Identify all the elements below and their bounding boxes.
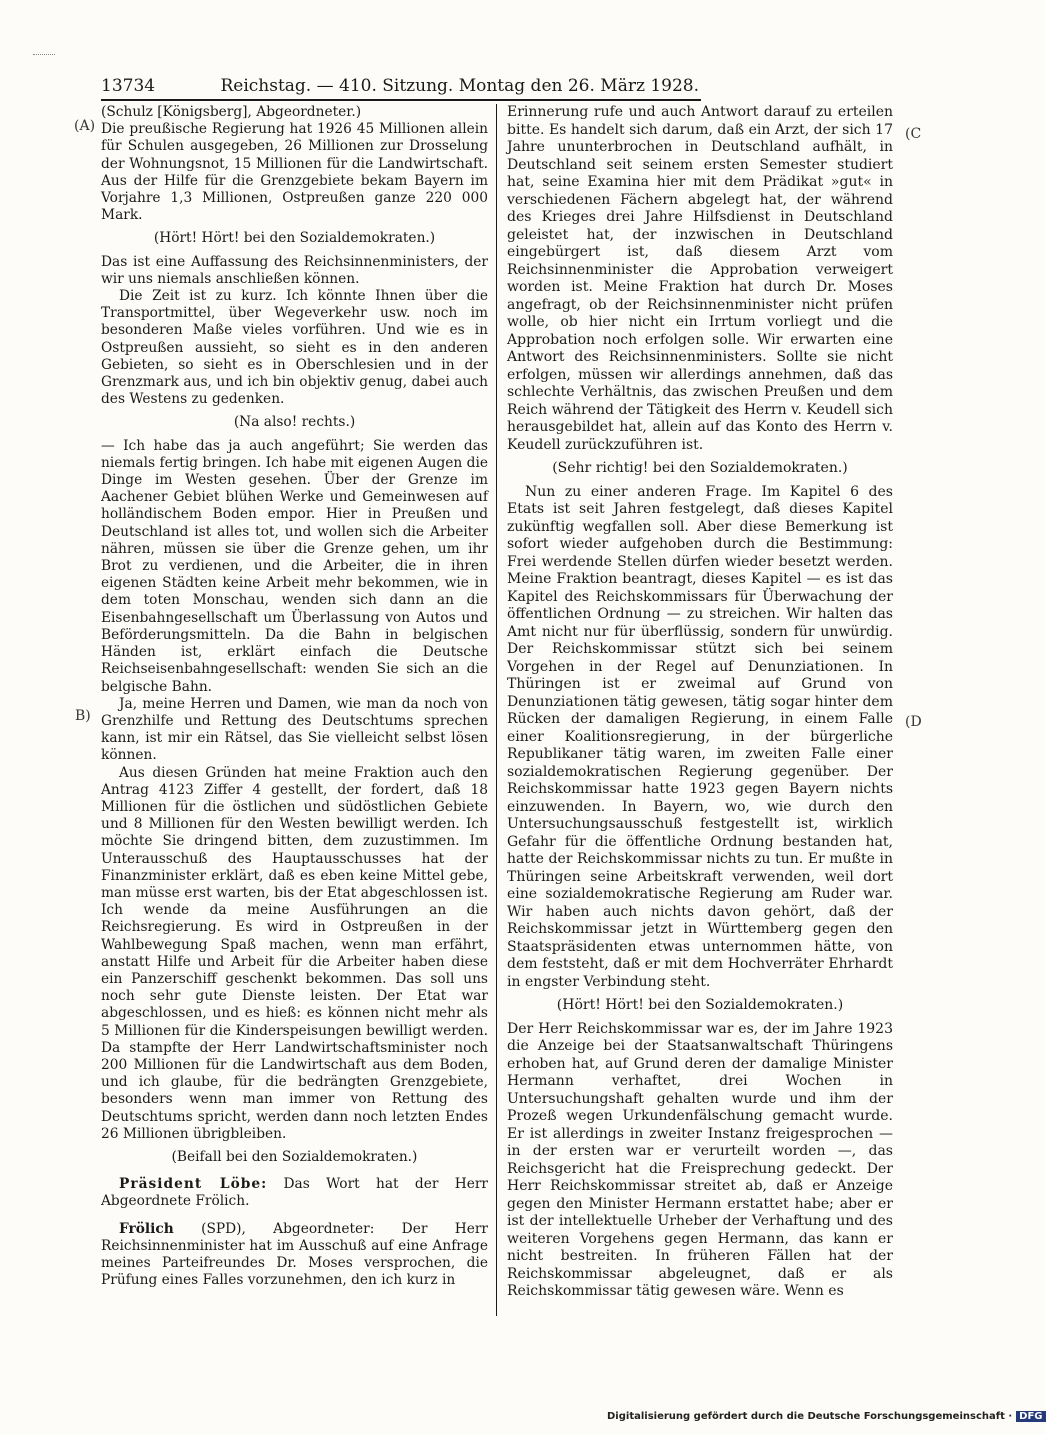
paragraph: Die Zeit ist zu kurz. Ich könnte Ihnen über die Transportmittel, über Wegeverkehr usw. noch im besonderen Maße vieles vorführen. Und wie es in Ostpreußen aussieht, so sieht es in den anderen Gebieten, so sieht es in Oberschlesien und in der Grenzmark aus, und ich bin objektiv genug, dabei auch des Westens zu gedenken. bbox=[101, 288, 488, 408]
froelich-paragraph bbox=[101, 1221, 488, 1290]
margin-mark-b: B) bbox=[75, 708, 91, 724]
column-rule bbox=[496, 104, 497, 1316]
margin-mark-a: (A) bbox=[74, 118, 96, 134]
paragraph: Der Herr Reichskommissar war es, der im Jahre 1923 die Anzeige bei der Staatsanwaltschaft Thüringens erhoben hat, auf Grund deren der damalige Minister Hermann verhaftet, drei Wochen in Untersuchungshaft gehalten wurde und ihm der Prozeß wegen Urkundenfälschung gemacht wurde. Er ist allerdings in zweiter Instanz freigesprochen — in der ersten war er verurteilt worden —, das Reichsgericht hat die Freisprechung gedeckt. Der Herr Reichskommissar streitet ab, daß er Anzeige gegen den Minister Hermann erstattet habe; aber er ist der intellektuelle Urheber der Verhaftung und des weiteren Vorgehens gegen Hermann, das kann er nicht bestreiten. In früheren Fällen hat der Reichskommissar abgeleugnet, daß er als Reichskommissar tätig gewesen wäre. Wenn es bbox=[507, 1020, 893, 1299]
paragraph: Erinnerung rufe und auch Antwort darauf zu erteilen bitte. Es handelt sich darum, daß ein Arzt, der sich 17 Jahre ununterbrochen in Deutschland aufhält, in Deutschland seit seinem ersten Semester studiert hat, seine Examina hier mit dem Prädikat »gut« in verschiedenen Fächern abgelegt hat, der während des Krieges drei Jahre Hilfsdienst in Deutschland geleistet hat, der inzwischen in Deutschland eingebürgert ist, daß diesem Arzt vom Reichsinnenminister die Approbation verweigert worden ist. Meine Fraktion hat durch Dr. Moses angefragt, ob der Reichsinnenminister nicht prüfen wolle, ob hier nicht ein Irrtum vorliegt und die Approbation noch erfolgen solle. Wir erwarten eine Antwort des Reichsinnenministers. Sollte sie nicht erfolgen, müssen wir allerdings annehmen, daß das schlechte Verhältnis, das zwischen Preußen und dem Reich während der Tätigkeit des Herrn v. Keudell sich herausgebildet hat, allein auf das Konto des Herrn v. Keudell zurückzuführen ist. bbox=[507, 104, 893, 453]
paragraph: Nun zu einer anderen Frage. Im Kapitel 6 des Etats ist seit Jahren festgelegt, daß dieses Kapitel zukünftig wegfallen soll. Aber diese Bemerkung ist sofort wieder aufgehoben durch die Bestimmung: Frei werdende Stellen dürfen wieder besetzt werden. Meine Fraktion beantragt, dieses Kapitel — es ist das Kapitel des Reichskommissars für Überwachung der öffentlichen Ordnung — zu streichen. Wir halten das Amt nicht nur für überflüssig, sondern für unwürdig. Der Reichskommissar stützt sich bei seinem Vorgehen in der Regel auf Denunziationen. In Thüringen ist er zweimal auf Grund von Denunziationen tätig gewesen, tätig sogar hinter dem Rücken der damaligen Regierung, in einem Falle einer Koalitionsregierung, in der bürgerliche Republikaner tätig waren, im zweiten Falle einer sozialdemokratischen Regierung gegenüber. Der Reichskommissar hatte 1923 gegen Bayern nichts einzuwenden. In Bayern, wo, wie durch den Untersuchungsausschuß festgestellt ist, wirklich Gefahr für die öffentliche Ordnung bestanden hat, hatte der Reichskommissar nichts zu tun. Er mußte in Thüringen seine Arbeitskraft verwenden, weil dort eine sozialdemokratische Regierung am Ruder war. Wir haben auch nichts davon gehört, daß der Reichskommissar jetzt in Württemberg gegen den Staatspräsidenten etwas unternommen hätte, von dem feststeht, daß er mit dem Hochverräter Ehrhardt in engster Verbindung steht. bbox=[507, 483, 893, 990]
interjection: (Beifall bei den Sozialdemokraten.) bbox=[171, 1148, 418, 1165]
paragraph: Aus diesen Gründen hat meine Fraktion auch den Antrag 4123 Ziffer 4 gestellt, der fordert, daß 18 Millionen für die östlichen und südöstlichen Gebiete und 8 Millionen für den Westen bewilligt werden. Ich möchte Sie dringend bitten, dem zuzustimmen. Im Unterausschuß des Hauptausschusses hat der Finanzminister erklärt, daß es eben keine Mittel gebe, man müsse erst warten, bis der Etat abgeschlossen ist. Ich wende da meine Ausführungen an die Reichsregierung. Es wird in Ostpreußen in der Wahlbewegung Spaß machen, wenn man erfährt, anstatt Hilfe und Arbeit für die Arbeiter haben diese ein Panzerschiff geschenkt bekommen. Das soll uns noch sehr gute Dienste leisten. Der Etat war abgeschlossen, und es hieß: es können nicht mehr als 5 Millionen für die Kinderspeisungen bewilligt werden. Da stampfte der Herr Landwirtschaftsminister noch 200 Millionen für die Landwirtschaft aus dem Boden, und ich glaube, für die bedrängten Grenzgebiete, besonders wenn man immer von Rettung des Deutschtums spricht, werden dann noch letzten Endes 26 Millionen übrigbleiben. bbox=[101, 764, 488, 1142]
left-column bbox=[101, 104, 488, 1289]
speaker-line: (Schulz [Königsberg], Abgeordneter.) bbox=[101, 104, 362, 120]
page-header bbox=[101, 76, 699, 100]
scan-speck bbox=[33, 54, 55, 58]
margin-mark-d: (D bbox=[905, 714, 922, 730]
speaker-name: Frölich bbox=[119, 1220, 174, 1237]
speaker-name: Präsident Löbe: bbox=[119, 1176, 268, 1193]
footer-text: Digitalisierung gefördert durch die Deutsche Forschungsgemeinschaft · bbox=[607, 1411, 1013, 1422]
paragraph: — Ich habe das ja auch angeführt; Sie werden das niemals fertig bringen. Ich habe mit eigenen Augen die Dinge im Westen gesehen. Über der Grenze im Aachener Gebiet blühen Werke und Gemeinwesen auf holländischem Boden empor. Hier in Preußen und Deutschland ist alles tot, und wollen sich die Arbeiter nähren, müssen sie über die Grenze gehen, um ihr Brot zu verdienen, und die Arbeiter, die in ihren eigenen Städten keine Arbeit mehr bekommen, wie in dem toten Monschau, wenden sich dann an die Eisenbahngesellschaft um Überlassung von Autos und Beförderungsmitteln. Da die Bahn in belgischen Händen ist, erklärt einfach die Deutsche Reichseisenbahngesellschaft: wenden Sie sich an die belgische Bahn. bbox=[101, 437, 488, 695]
president-paragraph bbox=[101, 1176, 488, 1210]
right-column bbox=[507, 104, 893, 1301]
speaker-text: (SPD), Abgeordneter: Der Herr Reichsinnenminister hat im Ausschuß auf eine Anfrage meines Parteifreundes Dr. Moses versprochen, die Prüfung eines Falles vorzunehmen, den ich kurz in bbox=[101, 1220, 488, 1289]
footer bbox=[607, 1411, 1046, 1422]
margin-mark-c: (C bbox=[905, 126, 922, 142]
paragraph: Das ist eine Auffassung des Reichsinnenministers, der wir uns niemals anschließen können. bbox=[101, 253, 488, 287]
page-number: 13734 bbox=[101, 76, 156, 96]
speaker-text: Das Wort hat der Herr Abgeordnete Frölich. bbox=[101, 1176, 489, 1210]
dfg-logo: DFG bbox=[1016, 1411, 1045, 1422]
paragraph: Die preußische Regierung hat 1926 45 Millionen allein für Schulen ausgegeben, 26 Millionen zur Drosselung der Wohnungsnot, 15 Millionen für die Landwirtschaft. Aus der Hilfe für die Grenzgebiete bekam Bayern im Vorjahre 1,3 Millionen, Ostpreußen ganze 220 000 Mark. bbox=[101, 121, 488, 224]
header-rule bbox=[101, 99, 701, 101]
interjection: (Hört! Hört! bei den Sozialdemokraten.) bbox=[153, 230, 436, 247]
page-heading: Reichstag. — 410. Sitzung. Montag den 26. März 1928. bbox=[220, 76, 699, 96]
paragraph: Ja, meine Herren und Damen, wie man da noch von Grenzhilfe und Rettung des Deutschtums sprechen kann, ist mir ein Rätsel, das Sie vielleicht selbst lösen können. bbox=[101, 695, 488, 764]
interjection: (Na also! rechts.) bbox=[233, 414, 356, 431]
interjection: (Hört! Hört! bei den Sozialdemokraten.) bbox=[556, 997, 844, 1013]
interjection: (Sehr richtig! bei den Sozialdemokraten.) bbox=[552, 460, 848, 476]
